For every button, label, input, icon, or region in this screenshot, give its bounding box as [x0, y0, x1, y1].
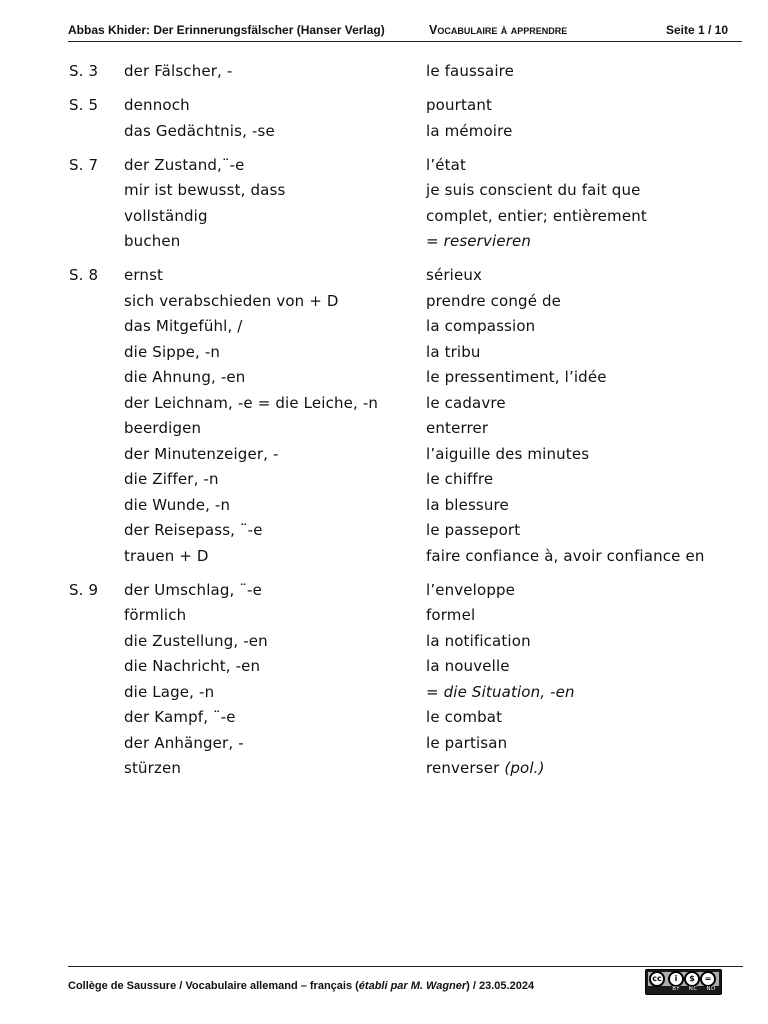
french-translation: la mémoire [426, 121, 513, 140]
german-term: die Wunde, -n [124, 495, 231, 514]
vocab-section [68, 263, 748, 569]
vocab-entry [68, 731, 748, 757]
vocab-entry [68, 59, 748, 85]
french-translation: = die Situation, -en [426, 682, 575, 701]
vocab-entry [68, 119, 748, 145]
french-translation: complet, entier; entièrement [426, 206, 647, 225]
french-translation: le passeport [426, 521, 521, 539]
german-term: das Mitgefühl, / [124, 317, 243, 335]
french-translation: l’enveloppe [426, 580, 516, 599]
german-term: förmlich [124, 606, 187, 624]
page-reference: S. 9 [69, 580, 99, 599]
vocab-entry [68, 629, 748, 655]
german-term: buchen [124, 232, 181, 250]
french-translation: la blessure [426, 495, 509, 514]
french-translation: = reservieren [426, 232, 532, 250]
page-header [68, 22, 742, 42]
german-term: dennoch [124, 96, 190, 114]
vocab-entry [68, 204, 748, 230]
cc-icon: cc [649, 971, 665, 987]
german-term: die Ziffer, -n [124, 470, 219, 488]
german-term: ernst [124, 266, 164, 284]
attribution-icon: i [668, 971, 684, 987]
page-reference: S. 8 [69, 266, 99, 284]
french-translation: prendre congé de [426, 291, 562, 310]
german-term: der Leichnam, -e = die Leiche, -n [124, 393, 379, 412]
german-term: stürzen [124, 759, 182, 777]
french-translation-note: (pol.) [504, 759, 545, 777]
german-term: die Lage, -n [124, 682, 215, 701]
french-translation: le chiffre [426, 470, 494, 488]
vocab-section [68, 93, 748, 144]
vocab-entry [68, 93, 748, 119]
german-term: die Zustellung, -en [124, 631, 268, 650]
noderivatives-icon: = [700, 971, 716, 987]
french-translation: la tribu [426, 342, 481, 361]
license-tag-by: BY [672, 986, 681, 992]
vocab-entry [68, 544, 748, 570]
page-reference: S. 5 [69, 96, 99, 114]
german-term: beerdigen [124, 419, 202, 437]
french-translation: enterrer [426, 419, 489, 437]
french-translation: le cadavre [426, 393, 506, 412]
french-translation: l’état [426, 155, 467, 174]
french-translation: formel [426, 606, 476, 624]
french-translation: renverser (pol.) [426, 759, 545, 777]
vocab-entry [68, 654, 748, 680]
german-term: das Gedächtnis, -se [124, 121, 275, 140]
french-translation: l’aiguille des minutes [426, 444, 590, 463]
french-translation: je suis conscient du fait que [426, 181, 641, 199]
french-translation: faire confiance à, avoir confiance en [426, 546, 705, 565]
vocab-section [68, 59, 748, 85]
german-term: der Anhänger, - [124, 733, 244, 752]
french-translation: le faussaire [426, 62, 514, 80]
vocab-entry [68, 178, 748, 204]
section-heading: Vocabulaire à apprendre [429, 23, 568, 37]
document-title: Abbas Khider: Der Erinnerungsfälscher (Hanser Verlag) [68, 23, 385, 37]
page-reference: S. 7 [69, 155, 99, 174]
license-tag-nd: ND [706, 986, 716, 992]
german-term: der Fälscher, - [124, 62, 233, 80]
vocab-entry [68, 229, 748, 255]
german-term: die Ahnung, -en [124, 368, 246, 386]
page-number: Seite 1 / 10 [665, 23, 728, 37]
vocab-entry [68, 518, 748, 544]
vocab-entry [68, 416, 748, 442]
vocabulary-list [68, 59, 748, 790]
vocab-section [68, 578, 748, 782]
german-term: der Kampf, ¨-e [124, 708, 236, 726]
german-term: der Minutenzeiger, - [124, 444, 279, 463]
vocab-entry [68, 153, 748, 179]
vocab-entry [68, 603, 748, 629]
french-translation: sérieux [426, 266, 483, 284]
german-term: mir ist bewusst, dass [124, 181, 286, 199]
footer-credit: Collège de Saussure / Vocabulaire allemand – français (établi par M. Wagner) / 23.05.2024 [68, 980, 535, 992]
vocab-entry [68, 289, 748, 315]
french-translation: la notification [426, 631, 531, 650]
german-term: vollständig [124, 206, 208, 225]
french-translation: le pressentiment, l’idée [426, 368, 607, 386]
german-term: sich verabschieden von + D [124, 291, 339, 310]
german-term: der Umschlag, ¨-e [124, 580, 262, 599]
vocab-entry [68, 391, 748, 417]
vocab-entry [68, 756, 748, 782]
vocab-entry [68, 467, 748, 493]
german-term: der Reisepass, ¨-e [124, 521, 263, 539]
vocab-entry [68, 263, 748, 289]
vocab-entry [68, 493, 748, 519]
page-reference: S. 3 [69, 62, 99, 80]
french-translation-note: reservieren [443, 232, 532, 250]
german-term: die Nachricht, -en [124, 657, 261, 675]
creative-commons-license-icon [645, 969, 722, 995]
vocab-entry [68, 365, 748, 391]
vocab-entry [68, 340, 748, 366]
vocab-entry [68, 314, 748, 340]
german-term: die Sippe, -n [124, 342, 221, 361]
noncommercial-icon: $ [684, 971, 700, 987]
french-translation: le combat [426, 708, 503, 726]
german-term: trauen + D [124, 546, 209, 565]
vocab-entry [68, 705, 748, 731]
vocab-entry [68, 680, 748, 706]
french-translation: pourtant [426, 96, 493, 114]
german-term: der Zustand,¨-e [124, 155, 245, 174]
french-translation: la nouvelle [426, 657, 510, 675]
vocab-entry [68, 578, 748, 604]
vocab-entry [68, 442, 748, 468]
french-translation-note: die Situation, -en [443, 682, 575, 701]
french-translation: la compassion [426, 317, 536, 335]
french-translation: le partisan [426, 733, 508, 752]
footer-divider [68, 966, 743, 967]
license-tag-nc: NC [688, 986, 698, 992]
vocab-section [68, 153, 748, 255]
